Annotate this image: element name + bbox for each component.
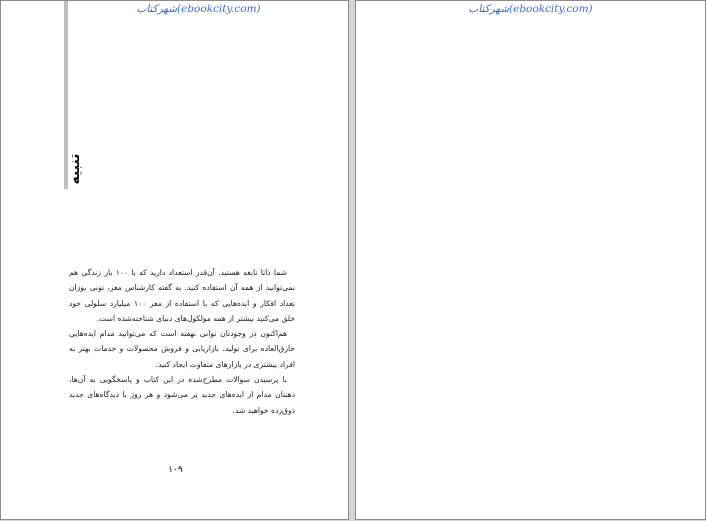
page-number: ۱۰۹ (168, 465, 183, 475)
left-page (0, 0, 349, 520)
right-page (355, 0, 706, 520)
page-header-watermark: شهرکتاب(ebookcity.com) (136, 3, 261, 15)
body-text (69, 265, 295, 418)
paragraph: با پرسیدن سوالات مطرح‌شده در این کتاب و پاسخگویی به آن‌ها، ذهنتان مدام از ایده‌های جدید پر می‌شود و هر روز با دیدگاه‌های جدید ذوق‌زده خواهید شد. (69, 375, 295, 415)
paragraph: شما ذاتا نابغه هستید. آن‌قدر استعداد دارید که با ۱۰۰ بار زندگی هم نمی‌توانید از همه آن استفاده کنید. به گفته کارشناس مغز، تونی بوزان تعداد افکار و ایده‌هایی که با استفاده از مغز ۱۰۰ میلیارد سلولی خود خلق می‌کنید بیشتر از همه مولکول‌های دنیای شناخته‌شده است. (69, 268, 295, 323)
page-header-watermark: شهرکتاب(ebookcity.com) (468, 3, 593, 15)
chapter-title: تنبیه (67, 153, 83, 185)
paragraph: هم‌اکنون در وجودتان توانی نهفته است که می‌توانید مدام ایده‌هایی خارق‌العاده برای تولید، بازاریابی و فروش محصولات و خدمات بهتر به افراد بیشتری در بازارهای متفاوت ایجاد کنید. (69, 329, 295, 369)
